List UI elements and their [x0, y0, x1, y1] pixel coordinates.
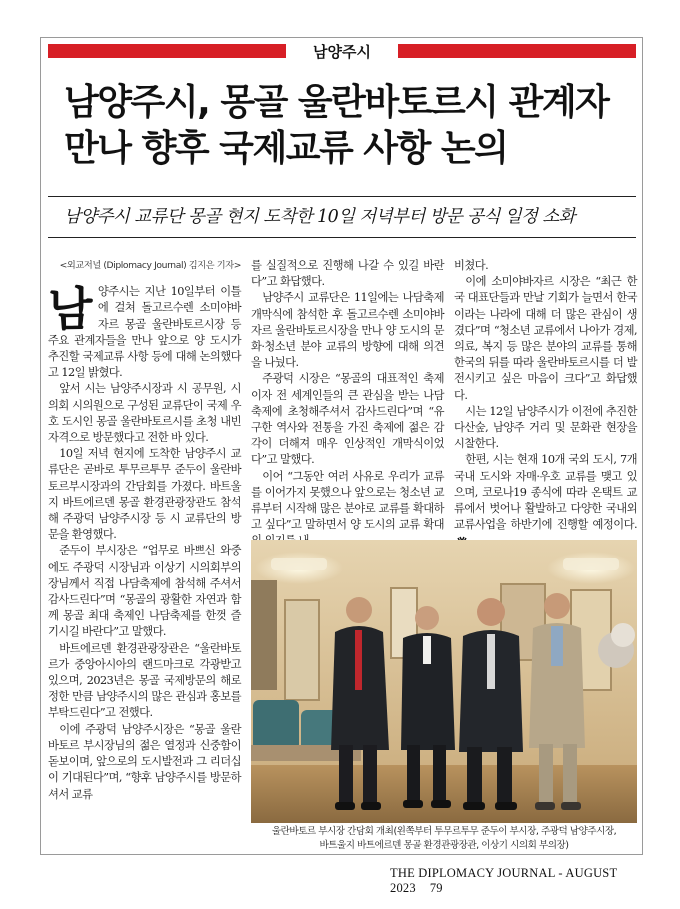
section-header	[48, 43, 636, 61]
caption-line-2: 바트울지 바트에르덴 몽골 환경관광장관, 이상기 시의회 부의장)	[319, 840, 569, 851]
headline-line-1: 남양주시, 몽골 울란바토르시 관계자	[64, 82, 609, 123]
paragraph-text: 한편, 시는 현재 10개 국외 도시, 7개 국내 도시와 자매·우호 교류를 맺고 있으며, 코로나19 종식에 따라 온택트 교류에서 벗어나 활발하고 다양한 국내외 교류사업을 하반기에 진행할 예정이다.	[454, 453, 637, 532]
article-paragraph: 이에 주광덕 남양주시장은 “몽골 울란바토르 부시장님의 젊은 열정과 신중함이 돋보이며, 앞으로의 도시발전과 그 리더십이 기대된다”며, “향후 남양주시를 방문하셔서 교류	[48, 722, 241, 801]
group-photo-illustration	[251, 540, 637, 823]
article-paragraph	[48, 284, 241, 381]
section-bar-left	[48, 44, 286, 58]
headline	[64, 80, 634, 172]
subheadline: 남양주시 교류단 몽골 현지 도착한 10일 저녁부터 방문 공식 일정 소화	[64, 207, 575, 227]
article-column-2	[251, 258, 444, 550]
article-column-3	[454, 258, 637, 550]
section-bar-right	[398, 44, 636, 58]
publication-name: THE DIPLOMACY JOURNAL - AUGUST 2023	[390, 866, 618, 895]
article-paragraph: 남양주시 교류단은 11일에는 나담축제 개막식에 참석한 후 돌고르수렌 소미야바자르 울란바토르시장을 만나 양 도시의 문화·청소년 분야 교류의 방향에 대해 의견을 나눴다.	[251, 291, 444, 370]
photo-caption	[251, 825, 637, 853]
subhead-rule-top	[48, 196, 636, 197]
article-column-1	[48, 258, 241, 803]
page-number: 79	[429, 881, 443, 895]
article-paragraph: 준두이 부시장은 “업무로 바쁘신 와중에도 주광덕 시장님과 이상기 시의회부의장님께서 직접 나담축제에 참석해 주셔서 감사드린다”며 “몽골의 광활한 자연과 함께 몽골 최대 축제인 나담축제를 한껏 즐기시길 바란다”고 말했다.	[48, 544, 241, 639]
page-footer	[390, 866, 650, 896]
subhead-rule-bottom	[48, 237, 636, 238]
article-paragraph: 비쳤다.	[454, 259, 489, 272]
article-paragraph: 이어 “그동안 여러 사유로 우리가 교류를 이어가지 못했으나 앞으로는 청소년 교류부터 시작해 많은 분야로 교류를 확대하고 싶다”고 말하면서 양 도시의 교류 확대	[251, 469, 444, 532]
article-paragraph: 바트에르덴 환경관광장관은 “울란바토르가 중앙아시아의 랜드마크로 각광받고 있으며, 2023년은 몽골 국제방문의 해로 정한 만큼 남양주시의 많은 관심과 홍보를 부탁드린다”고 전했다.	[48, 641, 241, 720]
article-paragraph: 주광덕 시장은 “몽골의 대표적인 축제이자 전 세계인들의 큰 관심을 받는 나담축제에 초청해주셔서 감사드린다”며 “유구한 역사와 전통을 가진 축제에 젊은 감각이 더해져 매우 인상적인 개막식이었다”고 말했다.	[251, 372, 444, 467]
headline-line-2: 만나 향후 국제교류 사항 논의	[64, 128, 508, 169]
article-paragraph: 10일 저녁 현지에 도착한 남양주시 교류단은 곧바로 투무르투무 준두이 울란바토르부시장과의 간담회를 가졌다. 바트울지 바트에르덴 몽골 환경관광장관도 참석해 주광덕 남양주시장 등 시 교류단의 방문을 환영했다.	[48, 447, 241, 542]
article-paragraph: 를 실질적으로 진행해 나갈 수 있길 바란다”고 화답했다.	[251, 259, 444, 289]
section-label: 남양주시	[313, 43, 371, 61]
article-photo	[251, 540, 637, 823]
article-paragraph: 시는 12일 남양주시가 이전에 추진한 다산숲, 남양주 거리 및 문화관 현장을 시찰한다.	[454, 404, 637, 451]
article-paragraph	[454, 452, 637, 549]
drop-cap: 남	[48, 282, 92, 337]
caption-line-1: 울란바토르 부시장 간담회 개최(왼쪽부터 투무르투무 준두이 부시장, 주광덕 남양주시장,	[271, 826, 617, 837]
article-paragraph: 앞서 시는 남양주시장과 시 공무원, 시의회 시의원으로 구성된 교류단이 국제 우호 도시인 몽골 울란바토르시를 초청 내빈 자격으로 방문했다고 전한 바 있다.	[48, 382, 241, 445]
paragraph-text: 양주시는 지난 10일부터 이틀에 걸쳐 돌고르수렌 소미야바자르 몽골 울란바토르시장 등 주요 관계자들을 만나 앞으로 양 도시가 추진할 국제교류 사항 등에 대해 논의했다고 12일 밝혔다.	[48, 285, 241, 380]
article-paragraph: 이에 소미야바자르 시장은 “최근 한국 대표단들과 만날 기회가 늘면서 한국이라는 나라에 대해 더 많은 관심이 생겼다”며 “청소년 교류에서 나아가 경제, 의료, 복지 등 많은 분야의 교류를 통해 한국의 뒤를 따라 울란바토르시를 더 발전시키고 싶은 마음이 크다”고 화답했다.	[454, 275, 637, 402]
byline: <외교저널 (Diplomacy Journal) 김지은 기자>	[59, 260, 241, 271]
